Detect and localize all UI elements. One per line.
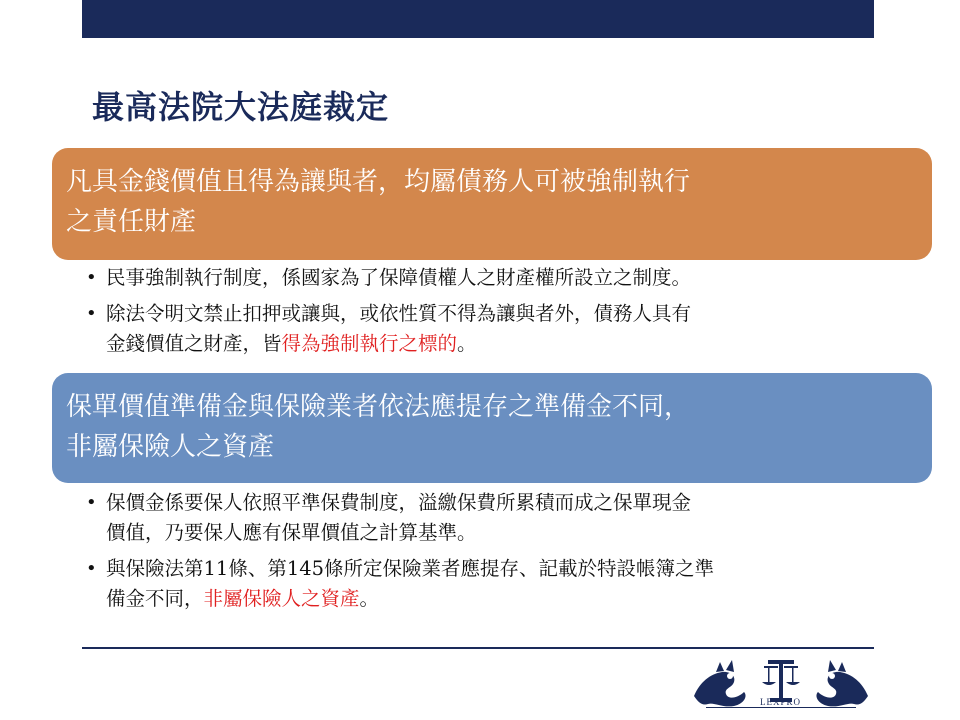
- footer-divider: [82, 647, 874, 649]
- bullet-list-reserve: [82, 488, 912, 620]
- bullet-dot-icon: •: [86, 558, 97, 579]
- bullet-text-end: 。: [359, 587, 380, 610]
- bullet-text: 民事強制執行制度，係國家為了保障債權人之財產權所設立之制度。: [106, 266, 692, 289]
- list-item: [82, 554, 912, 614]
- heading-box-line-2: 非屬保險人之資產: [66, 432, 275, 462]
- bullet-text-line-1: 除法令明文禁止扣押或讓與，或依性質不得為讓與者外，債務人具有: [106, 302, 692, 325]
- list-item: [82, 299, 912, 359]
- bullet-text-line-2: 金錢價值之財產，皆: [106, 332, 282, 355]
- bullet-text-line-2: 價值，乃要保人應有保單價值之計算基準。: [106, 521, 477, 544]
- logo-wordmark: LEXPRO: [760, 697, 802, 707]
- heading-box-line-1: 保單價值準備金與保險業者依法應提存之準備金不同，: [66, 392, 691, 422]
- heading-box-liability-property: [52, 148, 932, 260]
- bullet-text-end: 。: [457, 332, 477, 355]
- list-item: [82, 263, 912, 293]
- bullet-dot-icon: •: [86, 303, 97, 324]
- highlight-text: 得為強制執行之標的: [281, 332, 458, 355]
- bullet-text-line-1: 保價金係要保人依照平準保費制度，溢繳保費所累積而成之保單現金: [106, 491, 692, 514]
- heading-box-line-2: 之責任財產: [66, 207, 197, 237]
- highlight-text: 非屬保險人之資產: [203, 587, 360, 610]
- slide-title: 最高法院大法庭裁定: [92, 88, 390, 126]
- bullet-text-line-2: 備金不同，: [106, 587, 204, 610]
- top-banner-bar: [82, 0, 874, 38]
- bullet-dot-icon: •: [86, 492, 97, 513]
- heading-box-reserve: [52, 373, 932, 483]
- bullet-list-enforcement: [82, 263, 912, 365]
- list-item: [82, 488, 912, 548]
- heading-box-line-1: 凡具金錢價值且得為讓與者，均屬債務人可被強制執行: [66, 167, 691, 197]
- bullet-text-line-1: 與保險法第11條、第145條所定保險業者應提存、記載於特設帳簿之準: [106, 557, 715, 580]
- bullet-dot-icon: •: [86, 267, 97, 288]
